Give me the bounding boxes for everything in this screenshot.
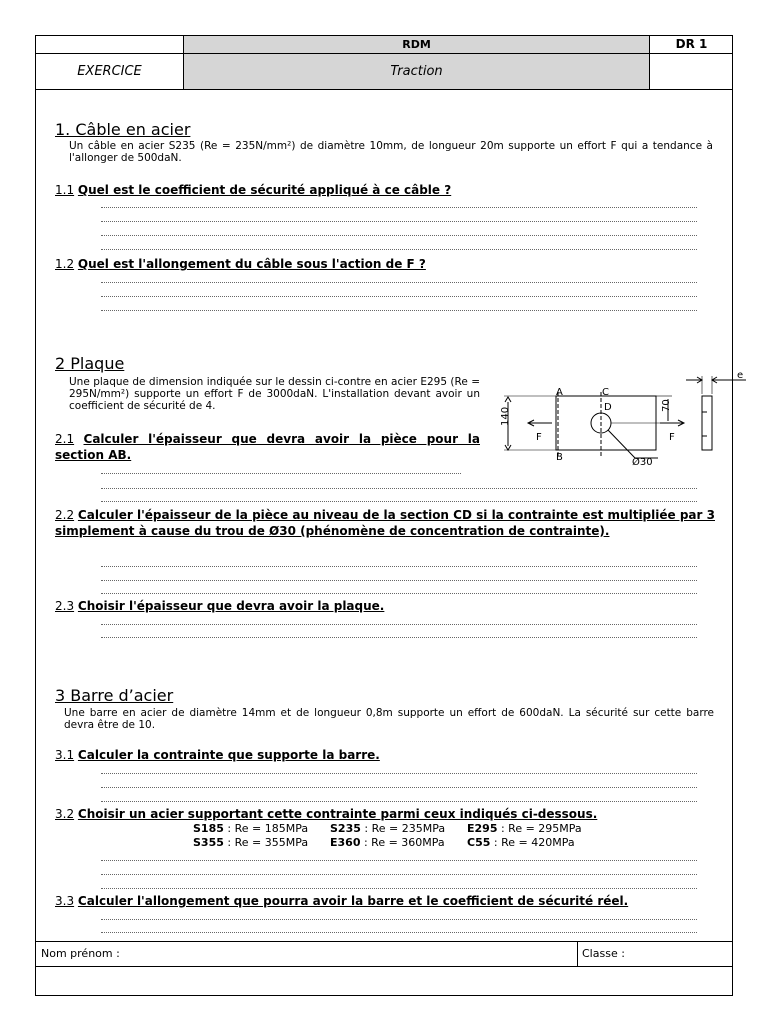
footer-col (577, 941, 578, 966)
answer-line[interactable] (101, 282, 697, 283)
steel-name: E295 (467, 822, 498, 835)
steel-item (193, 836, 308, 849)
question-text: Quel est le coefficient de sécurité appliqué à ce câble ? (77, 183, 452, 197)
header-subject: RDM (402, 38, 431, 51)
question-number: 2.3 (55, 599, 75, 613)
question-number: 3.3 (55, 894, 75, 908)
plate-drawing (490, 366, 748, 468)
steel-item (193, 822, 308, 835)
steel-name: C55 (467, 836, 491, 849)
question-3-1 (55, 747, 715, 763)
answer-line[interactable] (101, 637, 697, 638)
question-text: Calculer l'épaisseur que devra avoir la pièce pour la section AB. (55, 432, 480, 462)
question-1-1 (55, 182, 715, 198)
section-2-title: 2 Plaque (55, 354, 125, 373)
steel-value: : Re = 420MPa (490, 836, 575, 849)
question-2-1 (55, 431, 480, 463)
steel-value: : Re = 355MPa (223, 836, 309, 849)
section-3-text: Une barre en acier de diamètre 14mm et de longueur 0,8m supporte un effort de 600daN. La sécurité sur cette barre devra être de 10. (64, 707, 714, 731)
answer-line[interactable] (101, 235, 697, 236)
question-2-3 (55, 598, 715, 614)
name-field-label: Nom prénom : (41, 947, 120, 960)
dim-140: 140 (500, 406, 511, 426)
question-text: Choisir un acier supportant cette contrainte parmi ceux indiqués ci-dessous. (77, 807, 598, 821)
steel-item (330, 822, 445, 835)
question-3-2 (55, 806, 715, 822)
answer-line[interactable] (101, 580, 697, 581)
answer-line[interactable] (101, 773, 697, 774)
steel-value: : Re = 235MPa (360, 822, 446, 835)
side-view (702, 396, 712, 450)
question-number: 3.2 (55, 807, 75, 821)
dim-70: 70 (661, 399, 672, 412)
section-3-title: 3 Barre d’acier (55, 686, 174, 705)
class-field[interactable] (635, 944, 729, 964)
answer-line[interactable] (101, 473, 461, 474)
question-text: Quel est l'allongement du câble sous l'action de F ? (77, 257, 426, 271)
answer-line[interactable] (101, 249, 697, 250)
answer-line[interactable] (101, 207, 697, 208)
answer-line[interactable] (101, 501, 697, 502)
answer-line[interactable] (101, 310, 697, 311)
answer-line[interactable] (101, 221, 697, 222)
force-right: F (669, 432, 675, 443)
question-3-3 (55, 893, 715, 909)
question-number: 1.1 (55, 183, 75, 197)
question-number: 2.1 (55, 432, 75, 446)
section-1-title: 1. Câble en acier (55, 120, 191, 139)
section-1-text: Un câble en acier S235 (Re = 235N/mm²) de diamètre 10mm, de longueur 20m supporte un effort F qui a tendance à l'allonger de 500daN. (69, 140, 713, 164)
header-doc-code: DR 1 (675, 37, 708, 51)
force-left: F (536, 432, 542, 443)
label-b: B (556, 452, 563, 463)
answer-line[interactable] (101, 888, 697, 889)
thickness-label: e (737, 370, 744, 381)
question-number: 1.2 (55, 257, 75, 271)
name-field[interactable] (140, 944, 570, 964)
question-1-2 (55, 256, 715, 272)
footer-divider-2 (35, 966, 733, 967)
header-topic: Traction (390, 64, 443, 79)
question-number: 2.2 (55, 508, 75, 522)
steel-name: E360 (330, 836, 361, 849)
steel-item (330, 836, 445, 849)
answer-line[interactable] (101, 593, 697, 594)
answer-line[interactable] (101, 874, 697, 875)
section-2-text: Une plaque de dimension indiquée sur le dessin ci-contre en acier E295 (Re = 295N/mm²) supporte un effort F de 3000daN. L'installation devant avoir un coefficient de sécurité de 4. (69, 376, 480, 412)
question-text: Calculer l'allongement que pourra avoir la barre et le coefficient de sécurité réel. (77, 894, 629, 908)
steel-item (467, 822, 582, 835)
answer-line[interactable] (101, 624, 697, 625)
answer-line[interactable] (101, 919, 697, 920)
header-divider-2 (35, 89, 733, 90)
steel-value: : Re = 360MPa (360, 836, 445, 849)
answer-line[interactable] (101, 801, 697, 802)
header-type: EXERCICE (77, 64, 142, 79)
answer-line[interactable] (101, 296, 697, 297)
answer-line[interactable] (101, 932, 697, 933)
steel-name: S355 (193, 836, 224, 849)
answer-line[interactable] (101, 488, 697, 489)
label-c: C (602, 387, 609, 398)
steel-value: : Re = 295MPa (497, 822, 582, 835)
footer-divider-1 (35, 941, 733, 942)
question-text: Calculer la contrainte que supporte la barre. (77, 748, 380, 762)
question-text: Choisir l'épaisseur que devra avoir la plaque. (77, 599, 385, 613)
question-text: Calculer l'épaisseur de la pièce au niveau de la section CD si la contrainte est multipliée par 3 simplement à cause du trou de Ø30 (phénomène de concentration de contrainte). (55, 508, 715, 538)
steel-value: : Re = 185MPa (223, 822, 309, 835)
answer-line[interactable] (101, 860, 697, 861)
class-field-label: Classe : (582, 947, 625, 960)
steel-name: S235 (330, 822, 361, 835)
label-a: A (556, 387, 563, 398)
label-d: D (604, 402, 612, 413)
question-number: 3.1 (55, 748, 75, 762)
header-divider-1 (35, 53, 733, 54)
question-2-2 (55, 507, 715, 539)
steel-item (467, 836, 575, 849)
answer-line[interactable] (101, 566, 697, 567)
answer-line[interactable] (101, 787, 697, 788)
steel-name: S185 (193, 822, 224, 835)
dim-hole: Ø30 (632, 457, 653, 468)
